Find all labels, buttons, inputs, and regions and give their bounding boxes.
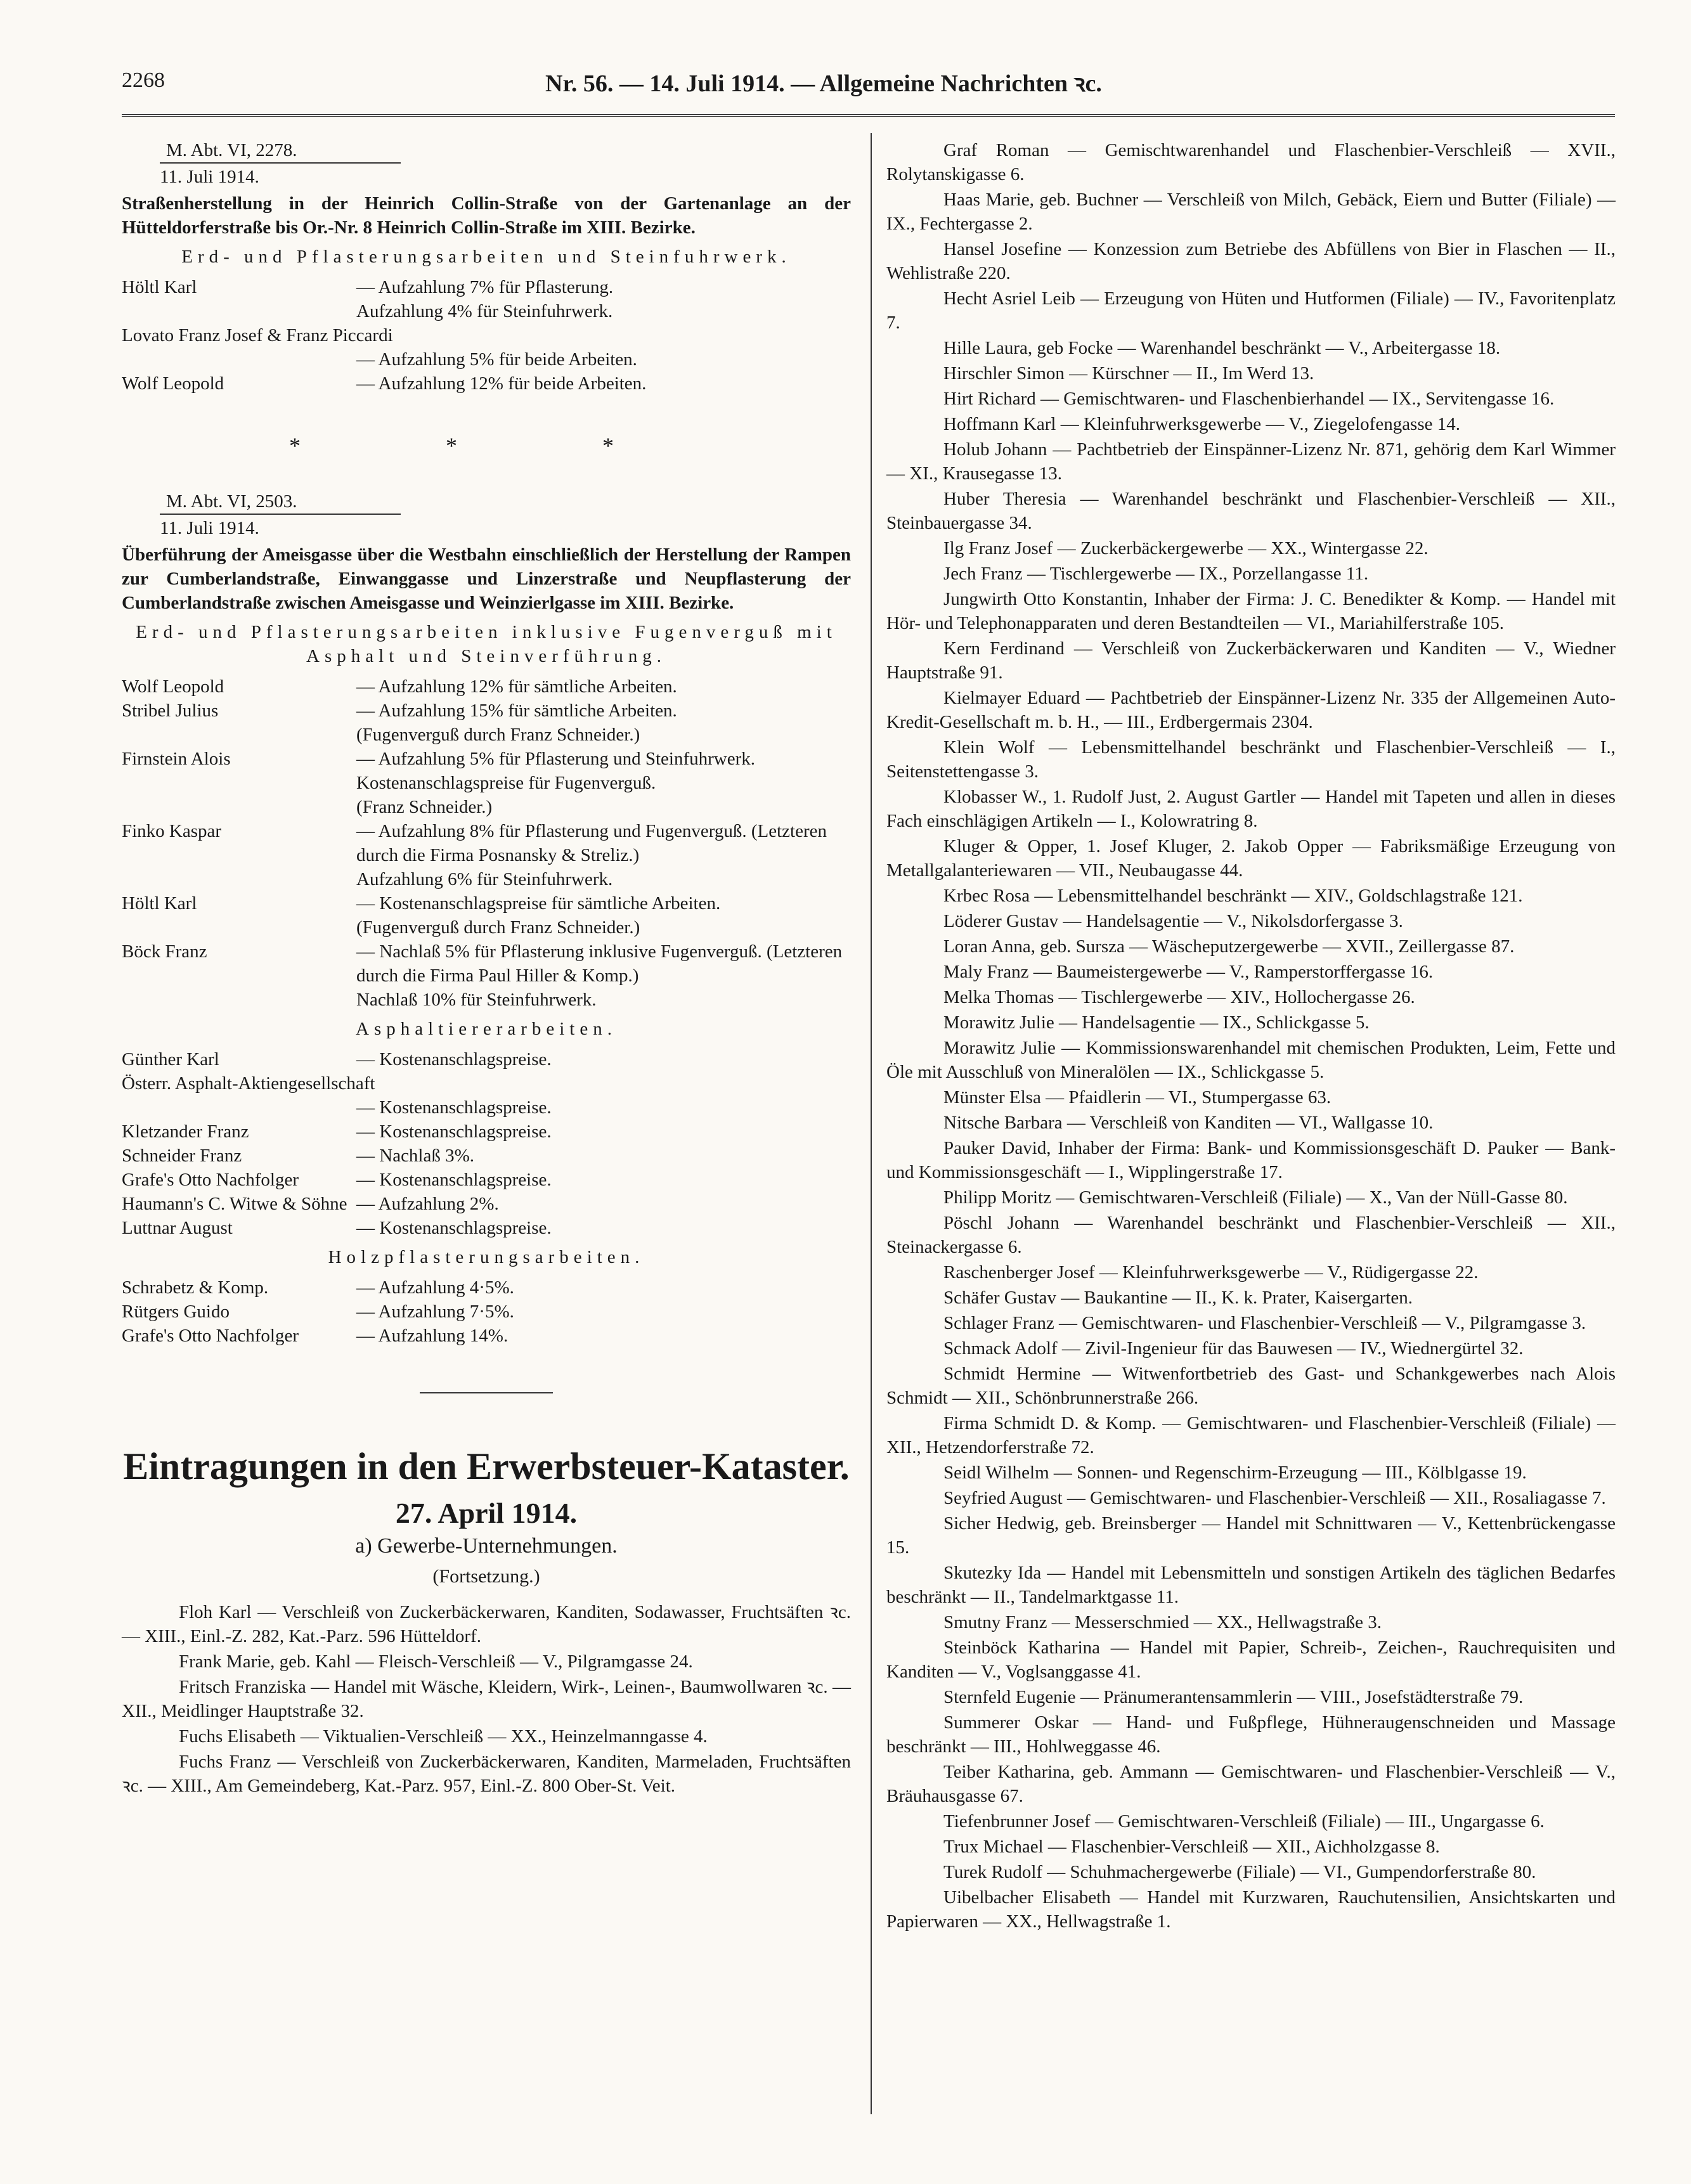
bid-terms bbox=[356, 1276, 851, 1300]
bid-line: (Fugenverguß durch Franz Schneider.) bbox=[356, 917, 640, 938]
register-entry: Frank Marie, geb. Kahl — Fleisch-Verschleiß — V., Pilgramgasse 24. bbox=[179, 1651, 693, 1672]
bidder-name: Österr. Asphalt-Aktiengesellschaft bbox=[122, 1073, 375, 1094]
bid-line: (Franz Schneider.) bbox=[356, 797, 493, 817]
register-entry: Hoffmann Karl — Kleinfuhrwerksgewerbe — V., Ziegelofengasse 14. bbox=[943, 414, 1461, 434]
register-entry: Schmidt Hermine — Witwenfortbetrieb des Gast- und Schankgewerbes nach Alois Schmidt — XII., Schönbrunnerstraße 266. bbox=[886, 1364, 1616, 1408]
register-entry: Klobasser W., 1. Rudolf Just, 2. August Gartler — Handel mit Tapeten und allen in dieses Fach einschlägigen Artikeln — I., Kolowratring 8. bbox=[886, 787, 1616, 831]
register-entry: Steinböck Katharina — Handel mit Papier, Schreib-, Zeichen-, Rauchrequisiten und Kanditen — V., Voglsanggasse 41. bbox=[886, 1638, 1616, 1682]
bidder-name: Haumann's C. Witwe & Söhne bbox=[122, 1194, 347, 1214]
bidder-name: Wolf Leopold bbox=[122, 676, 224, 697]
bid-line: — Nachlaß 5% für Pflasterung inklusive Fugenverguß. (Letzteren durch die Firma Paul Hiller & Komp.) bbox=[356, 941, 843, 986]
bid-line: — Aufzahlung 8% für Pflasterung und Fugenverguß. (Letzteren durch die Firma Posnansky & Streliz.) bbox=[356, 821, 827, 865]
section2-id: M. Abt. VI, 2503. bbox=[166, 491, 297, 512]
separator-stars: * * * bbox=[289, 433, 684, 458]
bid-line: — Aufzahlung 7·5%. bbox=[356, 1302, 514, 1322]
register-entry: Melka Thomas — Tischlergewerbe — XIV., Hollochergasse 26. bbox=[943, 987, 1415, 1007]
bid-line: — Kostenanschlagspreise. bbox=[356, 1218, 552, 1238]
bid-terms bbox=[356, 699, 851, 747]
bid-line: Nachlaß 10% für Steinfuhrwerk. bbox=[356, 990, 597, 1010]
section1-id: M. Abt. VI, 2278. bbox=[166, 140, 297, 160]
register-entry: Morawitz Julie — Handelsagentie — IX., Schlickgasse 5. bbox=[943, 1012, 1370, 1033]
bid-line: — Nachlaß 3%. bbox=[356, 1146, 475, 1166]
register-entry: Seidl Wilhelm — Sonnen- und Regenschirm-Erzeugung — III., Kölblgasse 19. bbox=[943, 1463, 1527, 1483]
register-entry: Graf Roman — Gemischtwarenhandel und Flaschenbier-Verschleiß — XVII., Rolytanskigasse 6. bbox=[886, 140, 1616, 184]
register-entry: Klein Wolf — Lebensmittelhandel beschränkt und Flaschenbier-Verschleiß — I., Seitenstettengasse 3. bbox=[886, 737, 1616, 782]
section1-rows bbox=[122, 275, 851, 396]
catalog-continued: (Fortsetzung.) bbox=[432, 1566, 540, 1587]
register-entry: Loran Anna, geb. Sursza — Wäscheputzergewerbe — XVII., Zeillergasse 87. bbox=[943, 936, 1515, 957]
award-row bbox=[122, 699, 851, 747]
award-row bbox=[122, 1324, 851, 1348]
bid-terms bbox=[356, 819, 851, 891]
register-entry: Holub Johann — Pachtbetrieb der Einspänner-Lizenz Nr. 871, gehörig dem Karl Wimmer — XI., Krausegasse 13. bbox=[886, 439, 1616, 484]
award-row bbox=[122, 323, 851, 372]
register-entry: Raschenberger Josef — Kleinfuhrwerksgewerbe — V., Rüdigergasse 22. bbox=[943, 1262, 1479, 1283]
bid-terms bbox=[356, 940, 851, 1012]
section2-heading: Überführung der Ameisgasse über die Westbahn einschließlich der Herstellung der Rampen zur Cumberlandstraße, Einwanggasse und Linzerstraße und Neupflasterung der Cumberlandstraße zwischen Ameisgasse und Weinzierlgasse im XIII. Bezirke. bbox=[122, 545, 851, 613]
register-entry: Seyfried August — Gemischtwaren- und Flaschenbier-Verschleiß — XII., Rosaliagasse 7. bbox=[943, 1488, 1606, 1508]
register-entry: Philipp Moritz — Gemischtwaren-Verschleiß (Filiale) — X., Van der Nüll-Gasse 80. bbox=[943, 1187, 1568, 1208]
bid-line: — Aufzahlung 15% für sämtliche Arbeiten. bbox=[356, 701, 677, 721]
register-entry: Sicher Hedwig, geb. Breinsberger — Handel mit Schnittwaren — V., Kettenbrückengasse 15. bbox=[886, 1513, 1616, 1558]
register-entry: Maly Franz — Baumeistergewerbe — V., Ramperstorffergasse 16. bbox=[943, 962, 1434, 982]
bid-terms bbox=[356, 372, 851, 396]
bid-line: — Aufzahlung 4·5%. bbox=[356, 1277, 514, 1298]
bid-line: — Aufzahlung 14%. bbox=[356, 1326, 509, 1346]
bid-terms bbox=[356, 891, 851, 940]
bid-terms bbox=[356, 1300, 851, 1324]
register-entry: Hirschler Simon — Kürschner — II., Im Werd 13. bbox=[943, 363, 1314, 384]
bid-terms bbox=[356, 1120, 851, 1144]
bid-terms bbox=[356, 275, 851, 323]
register-entry: Hecht Asriel Leib — Erzeugung von Hüten und Hutformen (Filiale) — IV., Favoritenplatz 7. bbox=[886, 288, 1616, 333]
bid-terms bbox=[122, 1095, 851, 1120]
register-entry: Kielmayer Eduard — Pachtbetrieb der Einspänner-Lizenz Nr. 335 der Allgemeinen Auto-Kredit-Gesellschaft m. b. H., — III., Erdbergermais 2304. bbox=[886, 688, 1616, 732]
register-entry: Fuchs Franz — Verschleiß von Zuckerbäckerwaren, Kanditen, Marmeladen, Fruchtsäften ꝛc. — XIII., Am Gemeindeberg, Kat.-Parz. 957, Einl.-Z. 800 Ober-St. Veit. bbox=[122, 1752, 851, 1796]
award-row bbox=[122, 1120, 851, 1144]
bidder-name: Finko Kaspar bbox=[122, 821, 222, 841]
bid-line: — Aufzahlung 5% für beide Arbeiten. bbox=[356, 349, 637, 370]
award-row bbox=[122, 1047, 851, 1071]
bid-line: — Kostenanschlagspreise für sämtliche Arbeiten. bbox=[356, 893, 721, 914]
catalog-title: Eintragungen in den Erwerbsteuer-Kataster. bbox=[123, 1445, 850, 1487]
bidder-name: Günther Karl bbox=[122, 1049, 219, 1069]
register-entry: Hansel Josefine — Konzession zum Betriebe des Abfüllens von Bier in Flaschen — II., Wehlistraße 220. bbox=[886, 239, 1616, 283]
header-rule bbox=[122, 114, 1615, 117]
bid-terms bbox=[356, 1168, 851, 1192]
register-entry: Tiefenbrunner Josef — Gemischtwaren-Verschleiß (Filiale) — III., Ungargasse 6. bbox=[943, 1811, 1545, 1832]
register-entry: Krbec Rosa — Lebensmittelhandel beschränkt — XIV., Goldschlagstraße 121. bbox=[943, 886, 1523, 906]
award-row bbox=[122, 940, 851, 1012]
award-row bbox=[122, 747, 851, 819]
bid-terms bbox=[356, 747, 851, 819]
register-entry: Summerer Oskar — Hand- und Fußpflege, Hühneraugenschneiden und Massage beschränkt — III., Hohlweggasse 46. bbox=[886, 1712, 1616, 1757]
right-entries bbox=[886, 138, 1616, 1934]
bid-line: — Kostenanschlagspreise. bbox=[356, 1049, 552, 1069]
award-row bbox=[122, 275, 851, 323]
page-number: 2268 bbox=[122, 68, 165, 92]
register-entry: Jech Franz — Tischlergewerbe — IX., Porzellangasse 11. bbox=[943, 564, 1369, 584]
bidder-name: Schneider Franz bbox=[122, 1146, 242, 1166]
bidder-name: Luttnar August bbox=[122, 1218, 233, 1238]
bid-line: — Aufzahlung 7% für Pflasterung. bbox=[356, 277, 614, 297]
section1-heading: Straßenherstellung in der Heinrich Collin-Straße von der Gartenanlage an der Hütteldorferstraße bis Or.-Nr. 8 Heinrich Collin-Straße im XIII. Bezirke. bbox=[122, 193, 851, 238]
award-row bbox=[122, 675, 851, 699]
section1-date: 11. Juli 1914. bbox=[160, 162, 401, 189]
register-entry: Teiber Katharina, geb. Ammann — Gemischtwaren- und Flaschenbier-Verschleiß — V., Bräuhausgasse 67. bbox=[886, 1762, 1616, 1806]
bidder-name: Grafe's Otto Nachfolger bbox=[122, 1170, 299, 1190]
bidder-name: Rütgers Guido bbox=[122, 1302, 230, 1322]
register-entry: Kluger & Opper, 1. Josef Kluger, 2. Jakob Opper — Fabriksmäßige Erzeugung von Metallgalanteriewaren — VII., Neubaugasse 44. bbox=[886, 836, 1616, 881]
award-row bbox=[122, 891, 851, 940]
register-entry: Huber Theresia — Warenhandel beschränkt und Flaschenbier-Verschleiß — XII., Steinbauergasse 34. bbox=[886, 489, 1616, 533]
bid-line: — Aufzahlung 2%. bbox=[356, 1194, 499, 1214]
bid-line: — Kostenanschlagspreise. bbox=[356, 1121, 552, 1142]
register-entry: Trux Michael — Flaschenbier-Verschleiß — XII., Aichholzgasse 8. bbox=[943, 1837, 1440, 1857]
page-header-title: Nr. 56. — 14. Juli 1914. — Allgemeine Nachrichten ꝛc. bbox=[545, 70, 1102, 97]
register-entry: Haas Marie, geb. Buchner — Verschleiß von Milch, Gebäck, Eiern und Butter (Filiale) — IX., Fechtergasse 2. bbox=[886, 190, 1616, 234]
register-entry: Pauker David, Inhaber der Firma: Bank- und Kommissionsgeschäft D. Pauker — Bank- und Kommissionsgeschäft — I., Wipplingerstraße 17. bbox=[886, 1138, 1616, 1182]
register-entry: Firma Schmidt D. & Komp. — Gemischtwaren- und Flaschenbier-Verschleiß (Filiale) — XII., Hetzendorferstraße 72. bbox=[886, 1413, 1616, 1457]
bid-line: — Aufzahlung 12% für beide Arbeiten. bbox=[356, 373, 647, 394]
register-entry: Turek Rudolf — Schuhmachergewerbe (Filiale) — VI., Gumpendorferstraße 80. bbox=[943, 1862, 1536, 1882]
wood-rows bbox=[122, 1276, 851, 1348]
bid-terms bbox=[356, 1324, 851, 1348]
bidder-name: Stribel Julius bbox=[122, 701, 219, 721]
asphalt-heading: Asphaltiererarbeiten. bbox=[356, 1019, 617, 1039]
register-entry: Kern Ferdinand — Verschleiß von Zuckerbäckerwaren und Kanditen — V., Wiedner Hauptstraße 91. bbox=[886, 638, 1616, 683]
award-row bbox=[122, 1216, 851, 1240]
right-column bbox=[886, 138, 1616, 1935]
register-entry: Löderer Gustav — Handelsagentie — V., Nikolsdorfergasse 3. bbox=[943, 911, 1403, 931]
bid-line: — Aufzahlung 12% für sämtliche Arbeiten. bbox=[356, 676, 677, 697]
award-row bbox=[122, 1168, 851, 1192]
award-row bbox=[122, 372, 851, 396]
register-entry: Schlager Franz — Gemischtwaren- und Flaschenbier-Verschleiß — V., Pilgramgasse 3. bbox=[943, 1313, 1586, 1333]
register-entry: Fritsch Franziska — Handel mit Wäsche, Kleidern, Wirk-, Leinen-, Baumwollwaren ꝛc. — XII., Meidlinger Hauptstraße 32. bbox=[122, 1677, 851, 1721]
register-entry: Skutezky Ida — Handel mit Lebensmitteln und sonstigen Artikeln des täglichen Bedarfes beschränkt — II., Tandelmarktgasse 11. bbox=[886, 1563, 1616, 1607]
bidder-name: Lovato Franz Josef & Franz Piccardi bbox=[122, 325, 393, 346]
bid-terms bbox=[356, 1216, 851, 1240]
register-entry: Pöschl Johann — Warenhandel beschränkt und Flaschenbier-Verschleiß — XII., Steinackergasse 6. bbox=[886, 1213, 1616, 1257]
bidder-name: Firnstein Alois bbox=[122, 749, 231, 769]
wood-heading: Holzpflasterungsarbeiten. bbox=[328, 1247, 645, 1267]
catalog-entries bbox=[122, 1600, 851, 1798]
bid-line: — Kostenanschlagspreise. bbox=[356, 1097, 552, 1118]
bid-terms bbox=[356, 1047, 851, 1071]
award-row bbox=[122, 1300, 851, 1324]
catalog-subtitle: a) Gewerbe-Unternehmungen. bbox=[355, 1534, 618, 1558]
register-entry: Smutny Franz — Messerschmied — XX., Hellwagstraße 3. bbox=[943, 1612, 1382, 1632]
asphalt-rows bbox=[122, 1047, 851, 1240]
award-row bbox=[122, 1071, 851, 1120]
section-rule bbox=[420, 1392, 553, 1393]
section1-subheading: Erd- und Pflasterungsarbeiten und Steinfuhrwerk. bbox=[181, 247, 791, 267]
register-entry: Jungwirth Otto Konstantin, Inhaber der Firma: J. C. Benedikter & Komp. — Handel mit Hör- und Telephonapparaten und deren Bestandteilen — VI., Mariahilferstraße 105. bbox=[886, 589, 1616, 633]
bid-line: Kostenanschlagspreise für Fugenverguß. bbox=[356, 773, 656, 793]
left-column bbox=[122, 138, 851, 1799]
register-entry: Schäfer Gustav — Baukantine — II., K. k. Prater, Kaisergarten. bbox=[943, 1288, 1413, 1308]
award-row bbox=[122, 1144, 851, 1168]
bidder-name: Wolf Leopold bbox=[122, 373, 224, 394]
bid-line: Aufzahlung 4% für Steinfuhrwerk. bbox=[356, 301, 613, 321]
bidder-name: Grafe's Otto Nachfolger bbox=[122, 1326, 299, 1346]
bid-line: (Fugenverguß durch Franz Schneider.) bbox=[356, 725, 640, 745]
bidder-name: Kletzander Franz bbox=[122, 1121, 249, 1142]
register-entry: Münster Elsa — Pfaidlerin — VI., Stumpergasse 63. bbox=[943, 1087, 1331, 1108]
bidder-name: Böck Franz bbox=[122, 941, 207, 962]
register-entry: Floh Karl — Verschleiß von Zuckerbäckerwaren, Kanditen, Sodawasser, Fruchtsäften ꝛc. — XIII., Einl.-Z. 282, Kat.-Parz. 596 Hütteldorf. bbox=[122, 1602, 851, 1646]
bidder-name: Höltl Karl bbox=[122, 893, 197, 914]
bid-terms bbox=[356, 1144, 851, 1168]
register-entry: Morawitz Julie — Kommissionswarenhandel mit chemischen Produkten, Leim, Fette und Öle mit Ausschluß von Mineralölen — IX., Schlickgasse 5. bbox=[886, 1038, 1616, 1082]
register-entry: Sternfeld Eugenie — Pränumerantensammlerin — VIII., Josefstädterstraße 79. bbox=[943, 1687, 1524, 1707]
section2-subheading: Erd- und Pflasterungsarbeiten inklusive Fugenverguß mit Asphalt und Steinverführung. bbox=[136, 622, 837, 666]
bid-terms bbox=[122, 347, 851, 372]
register-entry: Fuchs Elisabeth — Viktualien-Verschleiß — XX., Heinzelmanngasse 4. bbox=[179, 1726, 708, 1747]
section2-rows bbox=[122, 675, 851, 1012]
register-entry: Hille Laura, geb Focke — Warenhandel beschränkt — V., Arbeitergasse 18. bbox=[943, 338, 1501, 358]
bidder-name: Schrabetz & Komp. bbox=[122, 1277, 269, 1298]
award-row bbox=[122, 1192, 851, 1216]
bidder-name: Höltl Karl bbox=[122, 277, 197, 297]
register-entry: Hirt Richard — Gemischtwaren- und Flaschenbierhandel — IX., Servitengasse 16. bbox=[943, 389, 1555, 409]
register-entry: Nitsche Barbara — Verschleiß von Kanditen — VI., Wallgasse 10. bbox=[943, 1113, 1434, 1133]
award-row bbox=[122, 819, 851, 891]
bid-line: Aufzahlung 6% für Steinfuhrwerk. bbox=[356, 869, 613, 889]
bid-line: — Aufzahlung 5% für Pflasterung und Steinfuhrwerk. bbox=[356, 749, 756, 769]
award-row bbox=[122, 1276, 851, 1300]
section2-date: 11. Juli 1914. bbox=[160, 514, 401, 540]
column-divider bbox=[871, 133, 872, 2114]
bid-line: — Kostenanschlagspreise. bbox=[356, 1170, 552, 1190]
register-entry: Ilg Franz Josef — Zuckerbäckergewerbe — XX., Wintergasse 22. bbox=[943, 538, 1429, 559]
register-entry: Schmack Adolf — Zivil-Ingenieur für das Bauwesen — IV., Wiednergürtel 32. bbox=[943, 1338, 1524, 1359]
catalog-date: 27. April 1914. bbox=[395, 1497, 578, 1529]
register-entry: Uibelbacher Elisabeth — Handel mit Kurzwaren, Rauchutensilien, Ansichtskarten und Papierwaren — XX., Hellwagstraße 1. bbox=[886, 1887, 1616, 1932]
bid-terms bbox=[356, 1192, 851, 1216]
bid-terms bbox=[356, 675, 851, 699]
